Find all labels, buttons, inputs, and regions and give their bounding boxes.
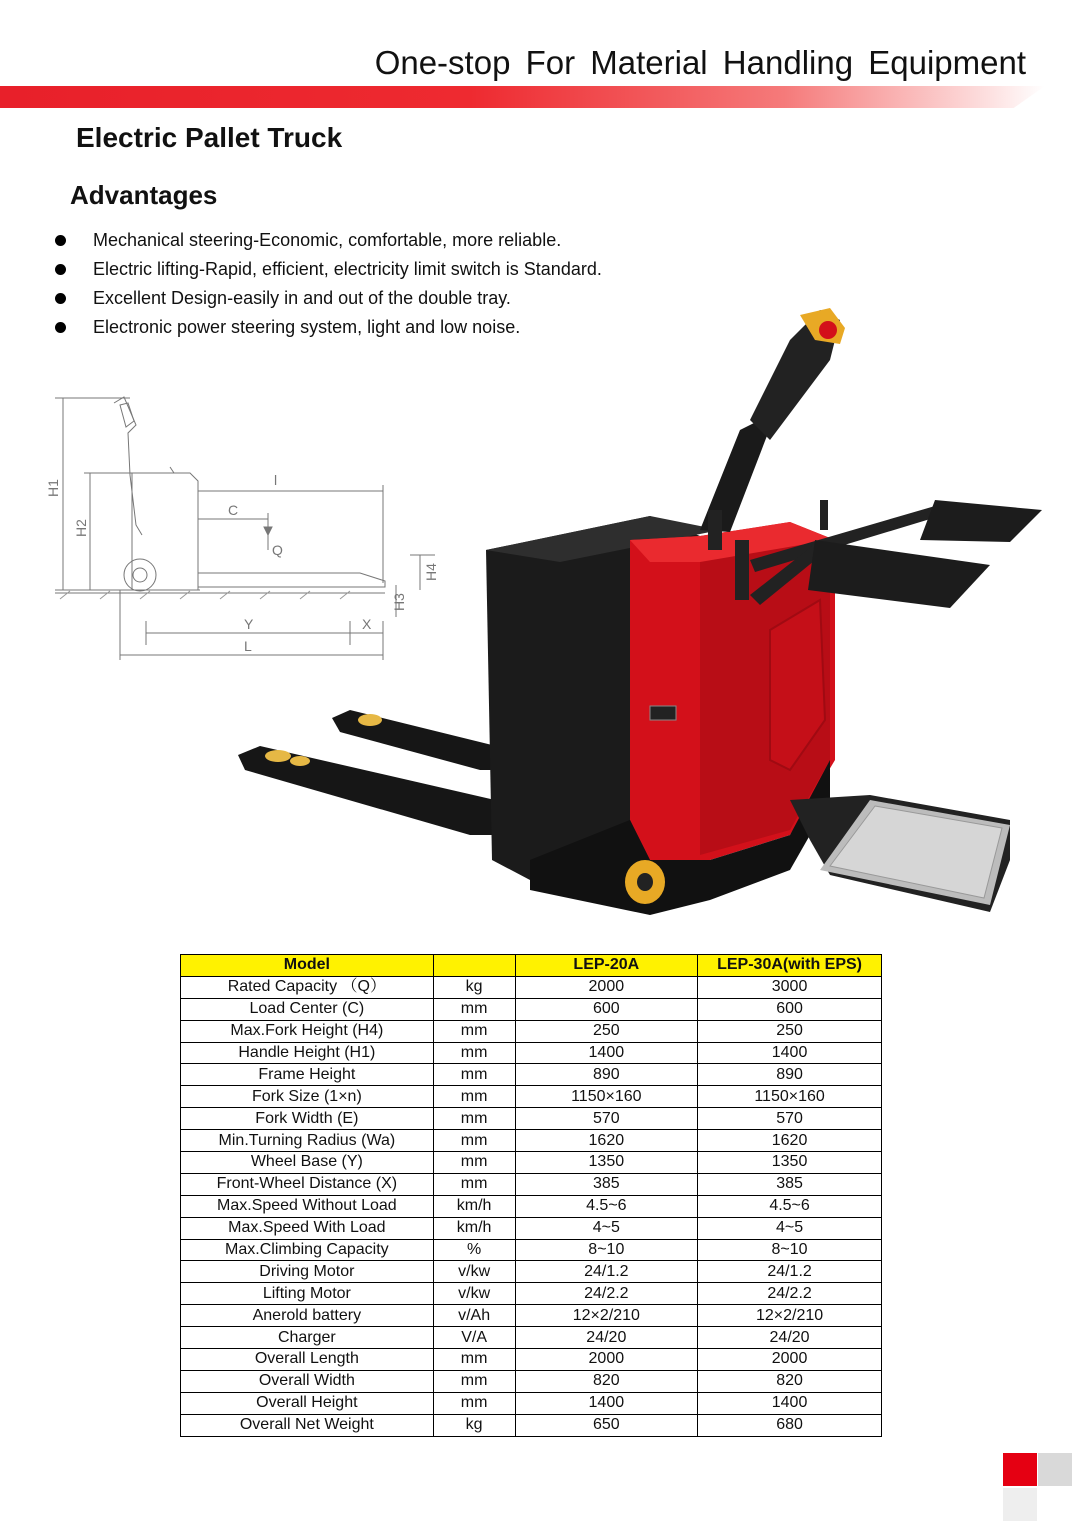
table-row [181,1370,882,1392]
spec-unit: kg [433,976,515,998]
spec-lep30a: 24/20 [698,1327,882,1349]
table-row [181,1327,882,1349]
spec-name: Overall Net Weight [181,1414,434,1436]
spec-lep30a: 1620 [698,1130,882,1152]
spec-lep20a: 820 [515,1370,698,1392]
label-h2: H2 [73,519,89,537]
advantage-text: Mechanical steering-Economic, comfortable, more reliable. [93,230,562,250]
spec-lep20a: 24/20 [515,1327,698,1349]
spec-name: Anerold battery [181,1305,434,1327]
spec-unit: mm [433,1020,515,1042]
label-q: Q [272,542,283,558]
spec-lep30a: 890 [698,1064,882,1086]
table-row [181,1261,882,1283]
table-row [181,1086,882,1108]
spec-name: Overall Width [181,1370,434,1392]
table-row [181,1020,882,1042]
spec-lep20a: 1620 [515,1130,698,1152]
spec-lep30a: 4.5~6 [698,1195,882,1217]
spec-unit: v/kw [433,1261,515,1283]
spec-lep20a: 1400 [515,1392,698,1414]
spec-unit: mm [433,1108,515,1130]
label-h1: H1 [45,479,61,497]
spec-unit: mm [433,1086,515,1108]
spec-unit: mm [433,1042,515,1064]
spec-lep20a: 385 [515,1173,698,1195]
label-h3: H3 [391,593,407,611]
spec-lep30a: 820 [698,1370,882,1392]
spec-unit: mm [433,998,515,1020]
spec-name: Wheel Base (Y) [181,1152,434,1174]
col-header-lep30a: LEP-30A(with EPS) [698,955,882,977]
spec-lep20a: 250 [515,1020,698,1042]
spec-lep20a: 24/2.2 [515,1283,698,1305]
spec-unit: mm [433,1349,515,1371]
table-row [181,1305,882,1327]
advantage-item [55,255,602,284]
table-row [181,1349,882,1371]
spec-lep30a: 1150×160 [698,1086,882,1108]
spec-unit: % [433,1239,515,1261]
pallet-truck-image [230,300,1050,930]
label-l: L [244,638,252,654]
spec-lep20a: 1350 [515,1152,698,1174]
spec-name: Max.Fork Height (H4) [181,1020,434,1042]
product-title: Electric Pallet Truck [76,122,343,153]
spec-name: Max.Speed Without Load [181,1195,434,1217]
spec-name: Min.Turning Radius (Wa) [181,1130,434,1152]
spec-lep30a: 570 [698,1108,882,1130]
bullet-icon [55,322,66,333]
header-red-bar [0,86,1045,108]
spec-unit: V/A [433,1327,515,1349]
spec-lep30a: 24/1.2 [698,1261,882,1283]
spec-lep30a: 1350 [698,1152,882,1174]
spec-unit: v/Ah [433,1305,515,1327]
spec-lep20a: 570 [515,1108,698,1130]
table-row [181,1392,882,1414]
table-row [181,1108,882,1130]
advantage-text: Excellent Design-easily in and out of the double tray. [93,288,511,308]
col-header-unit [433,955,515,977]
label-h4: H4 [423,563,439,581]
spec-name: Rated Capacity （Q） [181,976,434,998]
table-row [181,1239,882,1261]
spec-lep30a: 24/2.2 [698,1283,882,1305]
spec-name: Max.Speed With Load [181,1217,434,1239]
spec-lep20a: 650 [515,1414,698,1436]
spec-lep20a: 2000 [515,976,698,998]
spec-name: Fork Size (1×n) [181,1086,434,1108]
spec-name: Lifting Motor [181,1283,434,1305]
spec-unit: kg [433,1414,515,1436]
spec-lep20a: 890 [515,1064,698,1086]
spec-lep20a: 2000 [515,1349,698,1371]
table-row [181,976,882,998]
table-row [181,1152,882,1174]
spec-unit: mm [433,1392,515,1414]
spec-lep20a: 4~5 [515,1217,698,1239]
spec-unit: v/kw [433,1283,515,1305]
table-row [181,998,882,1020]
label-c: C [228,502,239,518]
table-row [181,1195,882,1217]
spec-lep30a: 385 [698,1173,882,1195]
spec-lep20a: 12×2/210 [515,1305,698,1327]
spec-lep30a: 12×2/210 [698,1305,882,1327]
spec-name: Frame Height [181,1064,434,1086]
spec-name: Charger [181,1327,434,1349]
spec-name: Front-Wheel Distance (X) [181,1173,434,1195]
table-row [181,1217,882,1239]
spec-unit: mm [433,1173,515,1195]
spec-name: Handle Height (H1) [181,1042,434,1064]
bullet-icon [55,235,66,246]
spec-lep30a: 600 [698,998,882,1020]
spec-unit: mm [433,1130,515,1152]
table-header-row [181,955,882,977]
spec-lep20a: 1400 [515,1042,698,1064]
spec-lep30a: 250 [698,1020,882,1042]
spec-lep30a: 3000 [698,976,882,998]
spec-lep30a: 680 [698,1414,882,1436]
spec-lep30a: 1400 [698,1392,882,1414]
advantage-item [55,226,602,255]
spec-lep20a: 4.5~6 [515,1195,698,1217]
spec-lep20a: 24/1.2 [515,1261,698,1283]
spec-name: Load Center (C) [181,998,434,1020]
spec-unit: mm [433,1152,515,1174]
spec-unit: km/h [433,1217,515,1239]
advantage-text: Electric lifting-Rapid, efficient, electricity limit switch is Standard. [93,259,602,279]
col-header-lep20a: LEP-20A [515,955,698,977]
advantages-heading: Advantages [70,180,218,210]
spec-lep20a: 1150×160 [515,1086,698,1108]
table-row [181,1130,882,1152]
specifications-table [180,954,882,1437]
spec-unit: mm [433,1064,515,1086]
table-row [181,1173,882,1195]
spec-name: Fork Width (E) [181,1108,434,1130]
spec-name: Driving Motor [181,1261,434,1283]
corner-decoration [1000,1452,1076,1522]
label-l-small: l [274,472,278,488]
spec-unit: km/h [433,1195,515,1217]
table-row [181,1283,882,1305]
bullet-icon [55,293,66,304]
spec-name: Overall Length [181,1349,434,1371]
spec-lep30a: 1400 [698,1042,882,1064]
spec-name: Max.Climbing Capacity [181,1239,434,1261]
spec-lep30a: 8~10 [698,1239,882,1261]
table-row [181,1064,882,1086]
spec-lep20a: 600 [515,998,698,1020]
col-header-model: Model [181,955,434,977]
advantage-text: Electronic power steering system, light and low noise. [93,317,521,337]
label-y: Y [244,616,254,632]
spec-unit: mm [433,1370,515,1392]
spec-name: Overall Height [181,1392,434,1414]
bullet-icon [55,264,66,275]
table-row [181,1042,882,1064]
spec-lep30a: 2000 [698,1349,882,1371]
label-x: X [362,616,372,632]
table-row [181,1414,882,1436]
spec-lep20a: 8~10 [515,1239,698,1261]
spec-lep30a: 4~5 [698,1217,882,1239]
header-tagline: One-stop For Material Handling Equipment [374,44,1026,81]
